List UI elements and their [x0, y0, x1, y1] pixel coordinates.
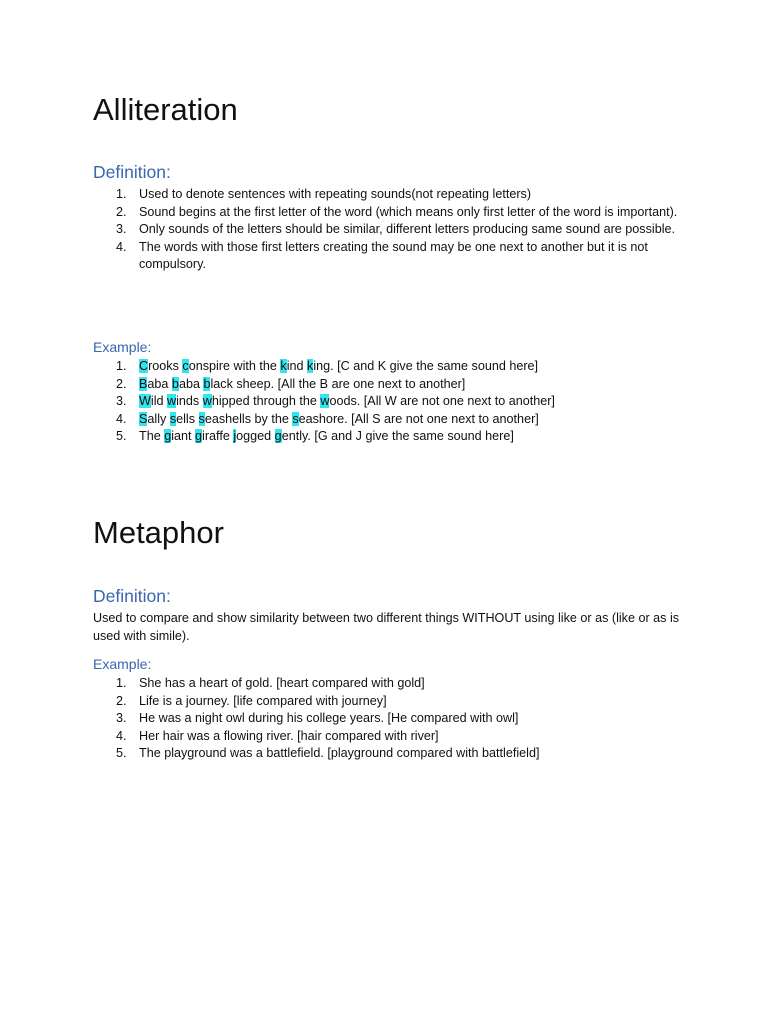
list-number: 1.	[116, 676, 127, 690]
list-text	[139, 412, 539, 426]
highlighted-letter: c	[182, 359, 189, 373]
alliteration-example-list	[93, 358, 683, 446]
text-segment: rooks	[148, 359, 183, 373]
metaphor-example-list	[93, 675, 683, 763]
list-number: 1.	[116, 359, 127, 373]
list-item	[93, 204, 683, 222]
alliteration-section	[93, 90, 683, 130]
list-item	[93, 186, 683, 204]
alliteration-title: Alliteration	[93, 92, 238, 127]
list-text: The playground was a battlefield. [playground compared with battlefield]	[139, 746, 540, 761]
text-segment: oods. [All W are not one next to another]	[329, 394, 555, 409]
highlighted-letter: w	[167, 394, 177, 409]
highlighted-letter: S	[139, 411, 148, 426]
list-number: 2.	[116, 204, 127, 219]
alliteration-example-heading: Example:	[93, 339, 152, 355]
text-segment: ally	[147, 411, 170, 426]
text-segment: ently. [G and J give the same sound here]	[281, 429, 514, 444]
list-item	[93, 428, 683, 446]
highlighted-letter: w	[202, 394, 212, 409]
highlighted-letter: W	[139, 394, 151, 409]
list-number: 1.	[116, 187, 127, 201]
text-segment: onspire with the	[188, 359, 281, 373]
metaphor-definition-block	[93, 585, 683, 645]
list-item	[93, 376, 683, 394]
highlighted-letter: s	[198, 411, 205, 426]
text-segment: inds	[176, 394, 203, 409]
highlighted-letter: s	[169, 411, 177, 426]
text-segment: iant	[171, 429, 196, 444]
alliteration-definition-heading: Definition:	[93, 162, 171, 182]
text-segment: The	[139, 429, 165, 444]
highlighted-letter: s	[292, 411, 299, 426]
list-number: 5.	[116, 746, 127, 761]
list-number: 2.	[116, 376, 127, 391]
list-item	[93, 393, 683, 411]
highlighted-letter: k	[307, 359, 314, 373]
text-segment: ing. [C and K give the same sound here]	[313, 359, 539, 373]
list-number: 3.	[116, 711, 127, 726]
list-text: She has a heart of gold. [heart compared with gold]	[139, 676, 425, 690]
list-text	[139, 359, 538, 373]
list-number: 4.	[116, 239, 127, 254]
list-text	[139, 429, 514, 443]
list-item	[93, 675, 683, 693]
highlighted-letter: w	[320, 394, 330, 409]
list-text: Life is a journey. [life compared with journey]	[139, 693, 387, 708]
list-text: The words with those first letters creating the sound may be one next to another but it is not compulsory.	[139, 239, 648, 272]
text-segment: eashells by the	[204, 411, 293, 426]
highlighted-letter: b	[171, 376, 179, 391]
list-number: 2.	[116, 693, 127, 708]
list-item	[93, 358, 683, 376]
text-segment: hipped through the	[211, 394, 321, 409]
list-item	[93, 239, 683, 274]
list-item	[93, 221, 683, 239]
list-text: He was a night owl during his college years. [He compared with owl]	[139, 711, 519, 726]
highlighted-letter: b	[203, 376, 211, 391]
highlighted-letter: k	[280, 359, 287, 373]
list-number: 4.	[116, 728, 127, 743]
metaphor-example-heading: Example:	[93, 656, 152, 672]
metaphor-example-block	[93, 655, 683, 763]
text-segment: lack sheep. [All the B are one next to another]	[210, 376, 466, 391]
highlighted-letter: C	[139, 359, 149, 373]
list-item	[93, 693, 683, 711]
highlighted-letter: g	[274, 429, 282, 444]
list-text: Only sounds of the letters should be similar, different letters producing same sound are possible.	[139, 222, 675, 237]
highlighted-letter: g	[164, 429, 172, 444]
list-number: 5.	[116, 429, 127, 444]
text-segment: ild	[150, 394, 167, 409]
highlighted-letter: j	[233, 429, 237, 444]
metaphor-definition-heading: Definition:	[93, 586, 171, 606]
list-item	[93, 411, 683, 429]
list-text	[139, 377, 465, 391]
text-segment: ind	[286, 359, 308, 373]
alliteration-definition-block	[93, 161, 683, 274]
text-segment: ogged	[236, 429, 275, 444]
text-segment: iraffe	[202, 429, 234, 444]
highlighted-letter: B	[139, 376, 148, 391]
list-item	[93, 710, 683, 728]
text-segment: aba	[147, 376, 172, 391]
text-segment: aba	[178, 376, 204, 391]
list-number: 3.	[116, 394, 127, 409]
list-number: 4.	[116, 411, 127, 426]
text-segment: eashore. [All S are not one next to another]	[298, 411, 539, 426]
list-item	[93, 745, 683, 763]
metaphor-title: Metaphor	[93, 515, 224, 550]
highlighted-letter: g	[195, 429, 203, 444]
list-text: Used to denote sentences with repeating sounds(not repeating letters)	[139, 187, 532, 201]
alliteration-definition-list	[93, 186, 683, 274]
metaphor-section	[93, 513, 683, 553]
metaphor-definition-text: Used to compare and show similarity between two different things WITHOUT using like or as (like or as is used with simile).	[93, 611, 680, 643]
list-item	[93, 728, 683, 746]
alliteration-example-block	[93, 338, 683, 446]
list-text	[139, 394, 555, 408]
list-text: Sound begins at the first letter of the word (which means only first letter of the word is important).	[139, 204, 678, 219]
list-text: Her hair was a flowing river. [hair compared with river]	[139, 728, 439, 743]
list-number: 3.	[116, 222, 127, 237]
text-segment: ells	[176, 411, 199, 426]
